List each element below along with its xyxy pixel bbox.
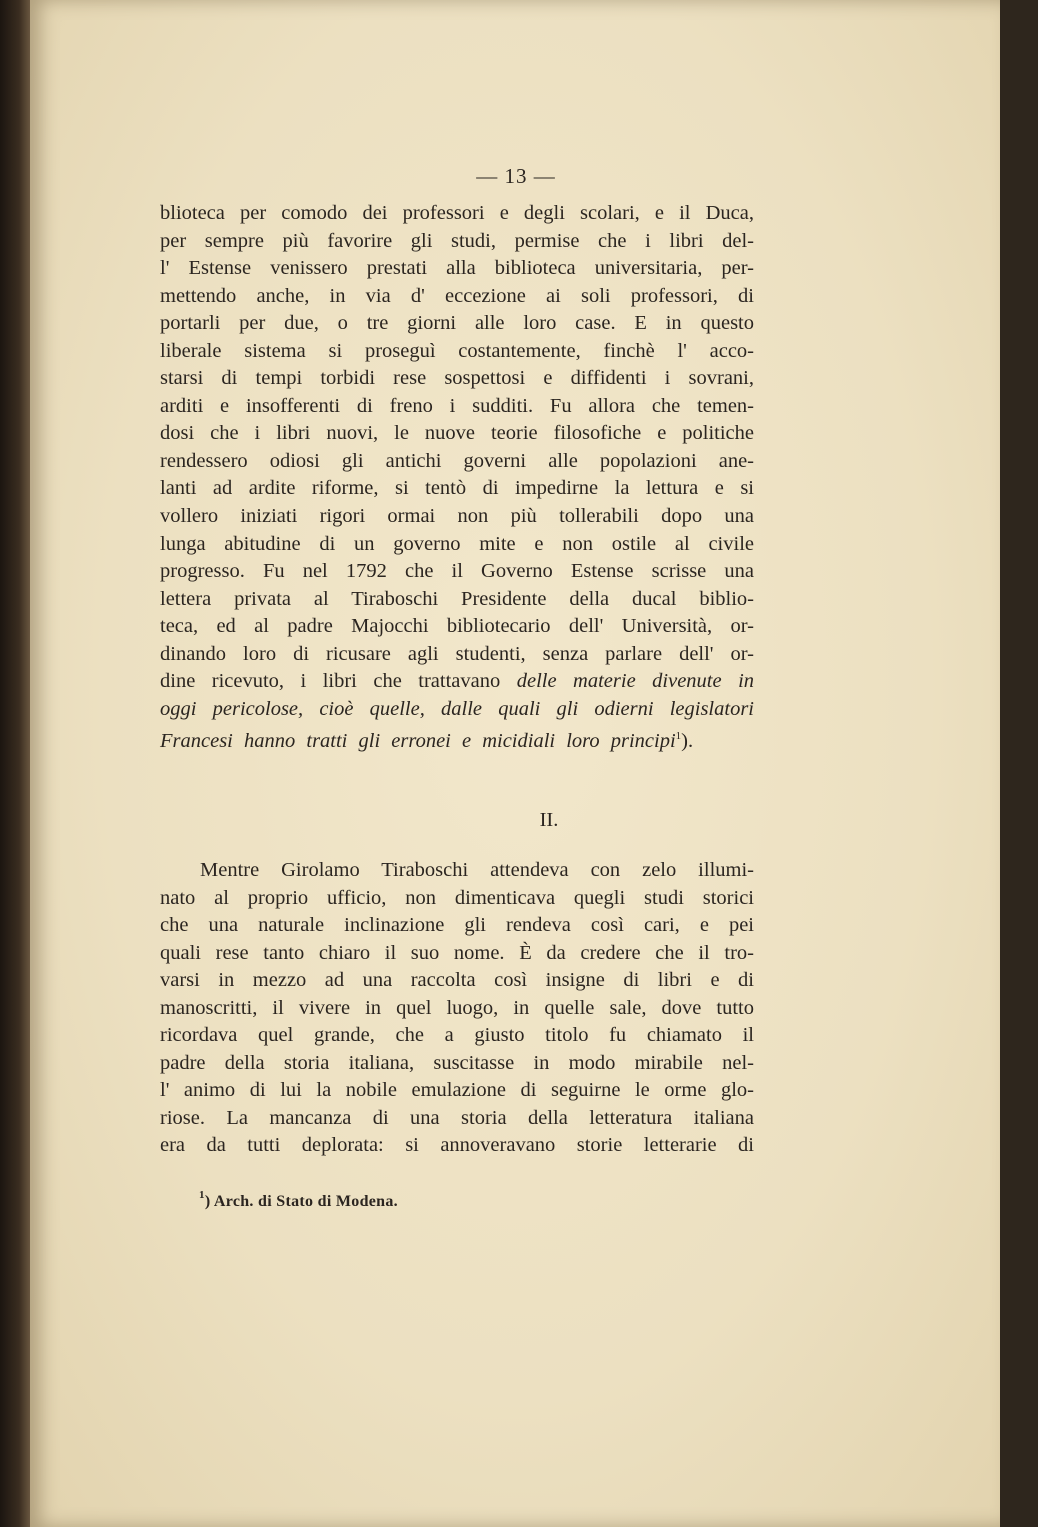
text-line: Mentre Girolamo Tiraboschi attendeva con zelo illumi-: [200, 859, 754, 881]
text-line: quali rese tanto chiaro il suo nome. È da credere che il tro-: [160, 941, 754, 964]
text-line: arditi e insofferenti di freno i sudditi. Fu allora che temen-: [160, 394, 754, 417]
text-normal: dine ricevuto, i libri che trattavano: [160, 670, 501, 693]
text-line: era da tutti deplorata: si annoveravano storie letterarie di: [160, 1134, 754, 1157]
text-line: ricordava quel grande, che a giusto titolo fu chiamato il: [160, 1024, 754, 1047]
text-line: l' Estense venissero prestati alla biblioteca universitaria, per-: [160, 257, 754, 280]
text-line: mettendo anche, in via d' eccezione ai soli professori, di: [160, 284, 754, 307]
text-italic: Francesi hanno tratti gli erronei e micidiali loro principi: [160, 730, 676, 753]
scan-background: [1000, 0, 1038, 1527]
text-line: liberale sistema si proseguì costantemente, finchè l' acco-: [160, 339, 754, 362]
text-normal: ).: [681, 730, 694, 753]
text-line: nato al proprio ufficio, non dimenticava quegli studi storici: [160, 886, 754, 909]
text-line: rendessero odiosi gli antichi governi alle popolazioni ane-: [160, 449, 754, 472]
text-italic: delle materie divenute in: [516, 670, 755, 693]
text-line: lunga abitudine di un governo mite e non ostile al civile: [160, 532, 754, 555]
text-line: blioteca per comodo dei professori e degli scolari, e il Duca,: [160, 202, 754, 224]
text-line: dosi che i libri nuovi, le nuove teorie filosofiche e politiche: [160, 422, 754, 445]
footnote-marker: 1: [199, 1189, 205, 1201]
text-line: l' animo di lui la nobile emulazione di seguirne le orme glo-: [160, 1079, 754, 1102]
text-line: teca, ed al padre Majocchi bibliotecario dell' Università, or-: [160, 615, 754, 638]
paragraph-1: [160, 200, 754, 668]
section-heading: II.: [539, 809, 559, 831]
text-line: starsi di tempi torbidi rese sospettosi e diffidenti i sovrani,: [160, 367, 754, 390]
text-line: lettera privata al Tiraboschi Presidente della ducal biblio-: [160, 587, 754, 610]
text-line: che una naturale inclinazione gli rendeva così cari, e pei: [160, 914, 754, 937]
footnote-text: ) Arch. di Stato di Modena.: [204, 1193, 398, 1210]
text-line: manoscritti, il vivere in quel luogo, in quelle sale, dove tutto: [160, 996, 754, 1019]
text-line: progresso. Fu nel 1792 che il Governo Estense scrisse una: [160, 560, 754, 583]
text-line: varsi in mezzo ad una raccolta così insigne di libri e di: [160, 969, 754, 992]
text-line: portarli per due, o tre giorni alle loro case. E in questo: [160, 312, 754, 335]
paragraph-1-end: [160, 668, 754, 751]
page-number: — 13 —: [476, 164, 556, 188]
footnote: [199, 1189, 398, 1211]
text-line: [160, 668, 754, 696]
text-line: riose. La mancanza di una storia della letteratura italiana: [160, 1106, 754, 1129]
text-line: padre della storia italiana, suscitasse in modo mirabile nel-: [160, 1051, 754, 1074]
text-line: [160, 723, 754, 751]
text-line: vollero iniziati rigori ormai non più tollerabili dopo una: [160, 505, 754, 528]
text-line: oggi pericolose, cioè quelle, dalle quali gli odierni legislatori: [160, 697, 754, 720]
text-line: dinando loro di ricusare agli studenti, senza parlare dell' or-: [160, 642, 754, 665]
paragraph-2: [160, 857, 754, 1160]
text-line: per sempre più favorire gli studi, permise che i libri del-: [160, 229, 754, 252]
footnote-ref[interactable]: 1: [675, 730, 682, 743]
text-line: lanti ad ardite riforme, si tentò di impedirne la lettura e si: [160, 477, 754, 500]
